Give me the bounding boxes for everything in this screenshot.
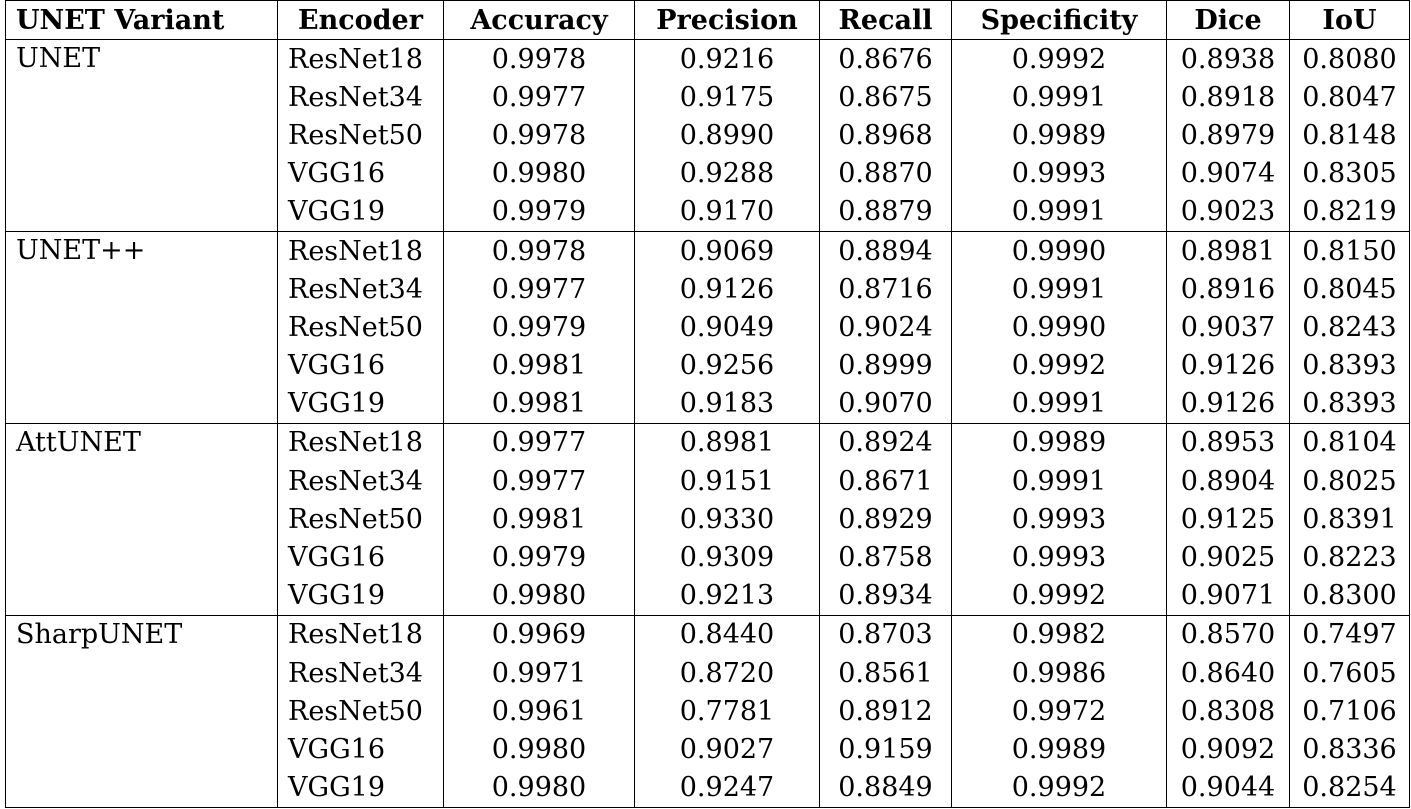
recall-cell: 0.9024 [820, 308, 952, 346]
table-row [6, 615, 1410, 654]
table-row [6, 769, 1410, 808]
accuracy-cell: 0.9979 [444, 538, 635, 576]
iou-cell: 0.8243 [1290, 308, 1410, 346]
accuracy-cell: 0.9978 [444, 231, 635, 270]
table-row [6, 538, 1410, 576]
iou-cell: 0.8393 [1290, 347, 1410, 385]
variant-cell-empty [6, 500, 278, 538]
table-row [6, 462, 1410, 500]
variant-cell: SharpUNET [6, 615, 278, 654]
specificity-cell: 0.9991 [952, 193, 1167, 232]
accuracy-cell: 0.9981 [444, 347, 635, 385]
accuracy-cell: 0.9977 [444, 462, 635, 500]
variant-cell-empty [6, 385, 278, 424]
recall-cell: 0.8703 [820, 615, 952, 654]
precision-cell: 0.9183 [635, 385, 820, 424]
results-table [5, 0, 1410, 808]
accuracy-cell: 0.9971 [444, 654, 635, 692]
variant-cell: AttUNET [6, 423, 278, 462]
header-precision: Precision [635, 1, 820, 40]
iou-cell: 0.8393 [1290, 385, 1410, 424]
variant-cell-empty [6, 654, 278, 692]
table-row [6, 193, 1410, 232]
iou-cell: 0.8391 [1290, 500, 1410, 538]
precision-cell: 0.9151 [635, 462, 820, 500]
recall-cell: 0.8561 [820, 654, 952, 692]
iou-cell: 0.8150 [1290, 231, 1410, 270]
dice-cell: 0.8953 [1167, 423, 1290, 462]
variant-cell-empty [6, 308, 278, 346]
encoder-cell: ResNet34 [278, 462, 444, 500]
encoder-cell: VGG16 [278, 538, 444, 576]
encoder-cell: VGG19 [278, 577, 444, 616]
precision-cell: 0.9247 [635, 769, 820, 808]
recall-cell: 0.8894 [820, 231, 952, 270]
dice-cell: 0.8981 [1167, 231, 1290, 270]
specificity-cell: 0.9991 [952, 385, 1167, 424]
iou-cell: 0.8080 [1290, 40, 1410, 79]
specificity-cell: 0.9989 [952, 423, 1167, 462]
specificity-cell: 0.9992 [952, 769, 1167, 808]
header-row [6, 1, 1410, 40]
precision-cell: 0.9049 [635, 308, 820, 346]
recall-cell: 0.8924 [820, 423, 952, 462]
accuracy-cell: 0.9977 [444, 78, 635, 116]
variant-cell-empty [6, 78, 278, 116]
recall-cell: 0.8870 [820, 155, 952, 193]
precision-cell: 0.9213 [635, 577, 820, 616]
precision-cell: 0.9175 [635, 78, 820, 116]
table-row [6, 577, 1410, 616]
accuracy-cell: 0.9981 [444, 500, 635, 538]
variant-cell-empty [6, 270, 278, 308]
accuracy-cell: 0.9980 [444, 155, 635, 193]
table-row [6, 692, 1410, 730]
dice-cell: 0.8916 [1167, 270, 1290, 308]
precision-cell: 0.9216 [635, 40, 820, 79]
dice-cell: 0.9037 [1167, 308, 1290, 346]
precision-cell: 0.9256 [635, 347, 820, 385]
iou-cell: 0.7605 [1290, 654, 1410, 692]
table-row [6, 231, 1410, 270]
recall-cell: 0.8676 [820, 40, 952, 79]
precision-cell: 0.8720 [635, 654, 820, 692]
encoder-cell: ResNet50 [278, 692, 444, 730]
recall-cell: 0.8879 [820, 193, 952, 232]
header-iou: IoU [1290, 1, 1410, 40]
variant-cell-empty [6, 538, 278, 576]
recall-cell: 0.8968 [820, 116, 952, 154]
accuracy-cell: 0.9980 [444, 577, 635, 616]
accuracy-cell: 0.9977 [444, 270, 635, 308]
variant-cell-empty [6, 347, 278, 385]
precision-cell: 0.8981 [635, 423, 820, 462]
iou-cell: 0.8305 [1290, 155, 1410, 193]
recall-cell: 0.9159 [820, 730, 952, 768]
iou-cell: 0.8219 [1290, 193, 1410, 232]
encoder-cell: VGG19 [278, 769, 444, 808]
specificity-cell: 0.9989 [952, 730, 1167, 768]
variant-cell-empty [6, 577, 278, 616]
table-row [6, 500, 1410, 538]
recall-cell: 0.8716 [820, 270, 952, 308]
dice-cell: 0.9025 [1167, 538, 1290, 576]
variant-cell-empty [6, 730, 278, 768]
accuracy-cell: 0.9977 [444, 423, 635, 462]
variant-cell-empty [6, 462, 278, 500]
encoder-cell: ResNet18 [278, 40, 444, 79]
encoder-cell: VGG16 [278, 155, 444, 193]
iou-cell: 0.8254 [1290, 769, 1410, 808]
dice-cell: 0.8640 [1167, 654, 1290, 692]
accuracy-cell: 0.9961 [444, 692, 635, 730]
dice-cell: 0.8938 [1167, 40, 1290, 79]
precision-cell: 0.9330 [635, 500, 820, 538]
encoder-cell: ResNet34 [278, 654, 444, 692]
precision-cell: 0.8440 [635, 615, 820, 654]
table-row [6, 155, 1410, 193]
specificity-cell: 0.9991 [952, 78, 1167, 116]
iou-cell: 0.8025 [1290, 462, 1410, 500]
recall-cell: 0.8675 [820, 78, 952, 116]
header-unet-variant: UNET Variant [6, 1, 278, 40]
table-row [6, 78, 1410, 116]
variant-cell: UNET++ [6, 231, 278, 270]
table-row [6, 730, 1410, 768]
precision-cell: 0.9027 [635, 730, 820, 768]
variant-cell-empty [6, 769, 278, 808]
dice-cell: 0.9092 [1167, 730, 1290, 768]
encoder-cell: VGG16 [278, 730, 444, 768]
table-row [6, 308, 1410, 346]
precision-cell: 0.9288 [635, 155, 820, 193]
variant-cell-empty [6, 116, 278, 154]
specificity-cell: 0.9990 [952, 231, 1167, 270]
variant-cell-empty [6, 692, 278, 730]
dice-cell: 0.8918 [1167, 78, 1290, 116]
table-row [6, 654, 1410, 692]
accuracy-cell: 0.9980 [444, 730, 635, 768]
recall-cell: 0.8758 [820, 538, 952, 576]
specificity-cell: 0.9992 [952, 577, 1167, 616]
iou-cell: 0.8223 [1290, 538, 1410, 576]
precision-cell: 0.9309 [635, 538, 820, 576]
iou-cell: 0.8148 [1290, 116, 1410, 154]
iou-cell: 0.7497 [1290, 615, 1410, 654]
accuracy-cell: 0.9980 [444, 769, 635, 808]
precision-cell: 0.9170 [635, 193, 820, 232]
dice-cell: 0.8979 [1167, 116, 1290, 154]
variant-cell: UNET [6, 40, 278, 79]
precision-cell: 0.8990 [635, 116, 820, 154]
table-row [6, 347, 1410, 385]
header-encoder: Encoder [278, 1, 444, 40]
specificity-cell: 0.9982 [952, 615, 1167, 654]
precision-cell: 0.7781 [635, 692, 820, 730]
accuracy-cell: 0.9979 [444, 308, 635, 346]
header-specificity: Specificity [952, 1, 1167, 40]
dice-cell: 0.9044 [1167, 769, 1290, 808]
table-row [6, 423, 1410, 462]
specificity-cell: 0.9991 [952, 270, 1167, 308]
specificity-cell: 0.9972 [952, 692, 1167, 730]
encoder-cell: VGG16 [278, 347, 444, 385]
encoder-cell: ResNet34 [278, 270, 444, 308]
iou-cell: 0.8104 [1290, 423, 1410, 462]
specificity-cell: 0.9993 [952, 500, 1167, 538]
recall-cell: 0.8849 [820, 769, 952, 808]
precision-cell: 0.9069 [635, 231, 820, 270]
specificity-cell: 0.9986 [952, 654, 1167, 692]
recall-cell: 0.8912 [820, 692, 952, 730]
encoder-cell: ResNet18 [278, 615, 444, 654]
recall-cell: 0.8671 [820, 462, 952, 500]
iou-cell: 0.8300 [1290, 577, 1410, 616]
encoder-cell: VGG19 [278, 385, 444, 424]
table-header [6, 1, 1410, 40]
recall-cell: 0.8999 [820, 347, 952, 385]
encoder-cell: ResNet34 [278, 78, 444, 116]
dice-cell: 0.9125 [1167, 500, 1290, 538]
specificity-cell: 0.9993 [952, 155, 1167, 193]
table-row [6, 40, 1410, 79]
dice-cell: 0.9126 [1167, 347, 1290, 385]
dice-cell: 0.9074 [1167, 155, 1290, 193]
iou-cell: 0.8045 [1290, 270, 1410, 308]
header-recall: Recall [820, 1, 952, 40]
dice-cell: 0.9023 [1167, 193, 1290, 232]
specificity-cell: 0.9993 [952, 538, 1167, 576]
encoder-cell: ResNet50 [278, 308, 444, 346]
dice-cell: 0.8308 [1167, 692, 1290, 730]
accuracy-cell: 0.9969 [444, 615, 635, 654]
specificity-cell: 0.9989 [952, 116, 1167, 154]
dice-cell: 0.9071 [1167, 577, 1290, 616]
accuracy-cell: 0.9979 [444, 193, 635, 232]
recall-cell: 0.8934 [820, 577, 952, 616]
precision-cell: 0.9126 [635, 270, 820, 308]
encoder-cell: ResNet18 [278, 423, 444, 462]
table-row [6, 385, 1410, 424]
header-accuracy: Accuracy [444, 1, 635, 40]
specificity-cell: 0.9992 [952, 40, 1167, 79]
variant-cell-empty [6, 193, 278, 232]
encoder-cell: ResNet50 [278, 500, 444, 538]
header-dice: Dice [1167, 1, 1290, 40]
dice-cell: 0.9126 [1167, 385, 1290, 424]
table-row [6, 116, 1410, 154]
recall-cell: 0.9070 [820, 385, 952, 424]
table-body [6, 40, 1410, 808]
dice-cell: 0.8904 [1167, 462, 1290, 500]
recall-cell: 0.8929 [820, 500, 952, 538]
specificity-cell: 0.9991 [952, 462, 1167, 500]
accuracy-cell: 0.9981 [444, 385, 635, 424]
encoder-cell: ResNet18 [278, 231, 444, 270]
dice-cell: 0.8570 [1167, 615, 1290, 654]
iou-cell: 0.8336 [1290, 730, 1410, 768]
specificity-cell: 0.9992 [952, 347, 1167, 385]
encoder-cell: VGG19 [278, 193, 444, 232]
accuracy-cell: 0.9978 [444, 40, 635, 79]
encoder-cell: ResNet50 [278, 116, 444, 154]
iou-cell: 0.7106 [1290, 692, 1410, 730]
variant-cell-empty [6, 155, 278, 193]
table-row [6, 270, 1410, 308]
specificity-cell: 0.9990 [952, 308, 1167, 346]
iou-cell: 0.8047 [1290, 78, 1410, 116]
accuracy-cell: 0.9978 [444, 116, 635, 154]
